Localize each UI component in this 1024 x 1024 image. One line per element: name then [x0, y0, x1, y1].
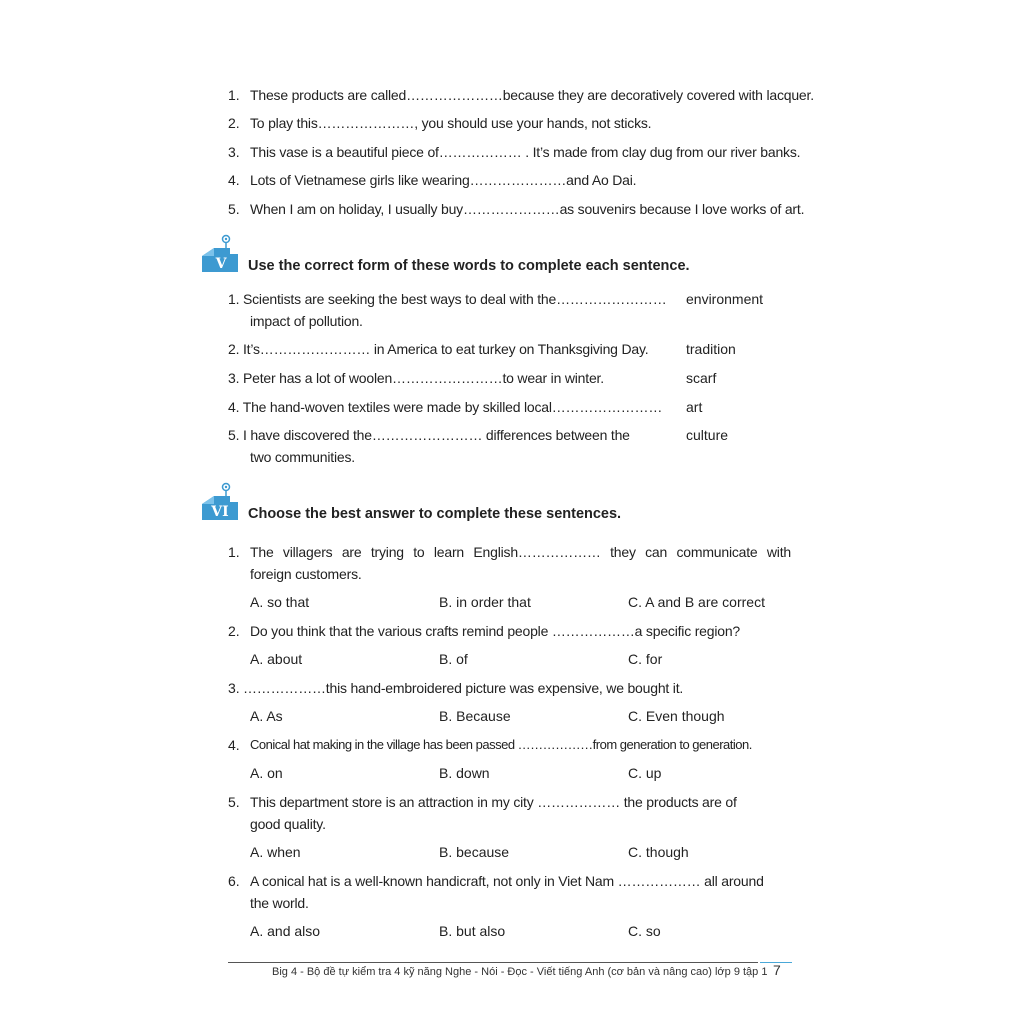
- item-number: 2.: [228, 623, 240, 639]
- question-text: This department store is an attraction in my city ……………… the products are of: [250, 794, 737, 810]
- sentence-text: 2. It’s…………………… in America to eat turkey on Thanksgiving Day.: [228, 341, 649, 357]
- question-text: A conical hat is a well-known handicraft, not only in Viet Nam ……………… all around: [250, 873, 764, 889]
- sentence-text: These products are called…………………because they are decoratively covered with lacquer.: [250, 87, 814, 103]
- option-c: C. A and B are correct: [628, 594, 765, 610]
- option-c: C. up: [628, 765, 662, 781]
- option-c: C. Even though: [628, 708, 725, 724]
- option-c: C. though: [628, 844, 689, 860]
- word-form-prompt: tradition: [686, 341, 736, 357]
- question-text: ………………this hand-embroidered picture was expensive, we bought it.: [243, 680, 684, 696]
- option-a: A. so that: [250, 594, 310, 610]
- footer-book-title: Big 4 - Bộ đề tự kiểm tra 4 kỹ năng Nghe - Nói - Đọc - Viết tiếng Anh (cơ bản và nâng cao) lớp 9 tập 1: [272, 966, 768, 978]
- option-c: C. so: [628, 923, 661, 939]
- item-number: 3.: [228, 680, 240, 696]
- question-text-continued: the world.: [250, 895, 309, 911]
- word-form-prompt: environment: [686, 291, 764, 307]
- sentence-text: 4. The hand-woven textiles were made by skilled local……………………: [228, 399, 663, 415]
- sentence-text: Lots of Vietnamese girls like wearing…………………and Ao Dai.: [250, 172, 637, 188]
- sentence-text: 1. Scientists are seeking the best ways to deal with the……………………: [228, 291, 667, 307]
- option-a: A. on: [250, 765, 283, 781]
- sentence-text: 5. I have discovered the…………………… differences between the: [228, 427, 630, 443]
- option-b: B. but also: [439, 923, 506, 939]
- item-number: 4.: [228, 737, 240, 753]
- item-number: 1.: [228, 544, 240, 560]
- question-text: Do you think that the various crafts remind people ………………a specific region?: [250, 623, 741, 639]
- word-form-prompt: scarf: [686, 370, 717, 386]
- question-text: The villagers are trying to learn English……………… they can communicate with: [250, 544, 791, 560]
- question-text: Conical hat making in the village has been passed ………………from generation to generation.: [250, 737, 752, 752]
- page-number: 7: [773, 962, 781, 978]
- option-b: B. of: [439, 651, 468, 667]
- item-number: 3.: [228, 144, 240, 160]
- question-text-continued: foreign customers.: [250, 566, 362, 582]
- sentence-text: This vase is a beautiful piece of……………… . It’s made from clay dug from our river banks.: [250, 144, 801, 160]
- section-vi-badge-label: VI: [211, 504, 229, 520]
- sentence-text-continued: two communities.: [250, 449, 355, 465]
- sentence-text-continued: impact of pollution.: [250, 313, 363, 329]
- option-a: A. As: [250, 708, 283, 724]
- section-v-badge-label: V: [215, 256, 227, 272]
- item-number: 1.: [228, 87, 240, 103]
- option-b: B. in order that: [439, 594, 531, 610]
- word-form-prompt: art: [686, 399, 703, 415]
- item-number: 6.: [228, 873, 240, 889]
- option-a: A. about: [250, 651, 303, 667]
- section-v-title: Use the correct form of these words to complete each sentence.: [248, 258, 690, 274]
- option-b: B. Because: [439, 708, 511, 724]
- word-form-prompt: culture: [686, 427, 729, 443]
- section-vi-title: Choose the best answer to complete these sentences.: [248, 506, 622, 522]
- option-c: C. for: [628, 651, 663, 667]
- option-a: A. when: [250, 844, 301, 860]
- option-b: B. because: [439, 844, 510, 860]
- item-number: 5.: [228, 201, 240, 217]
- option-b: B. down: [439, 765, 490, 781]
- question-text-continued: good quality.: [250, 816, 326, 832]
- option-a: A. and also: [250, 923, 321, 939]
- item-number: 5.: [228, 794, 240, 810]
- sentence-text: To play this…………………, you should use your hands, not sticks.: [250, 115, 652, 131]
- footer-divider: [228, 962, 758, 963]
- sentence-text: 3. Peter has a lot of woolen……………………to wear in winter.: [228, 370, 604, 386]
- sentence-text: When I am on holiday, I usually buy…………………as souvenirs because I love works of art.: [250, 201, 805, 217]
- item-number: 2.: [228, 115, 240, 131]
- item-number: 4.: [228, 172, 240, 188]
